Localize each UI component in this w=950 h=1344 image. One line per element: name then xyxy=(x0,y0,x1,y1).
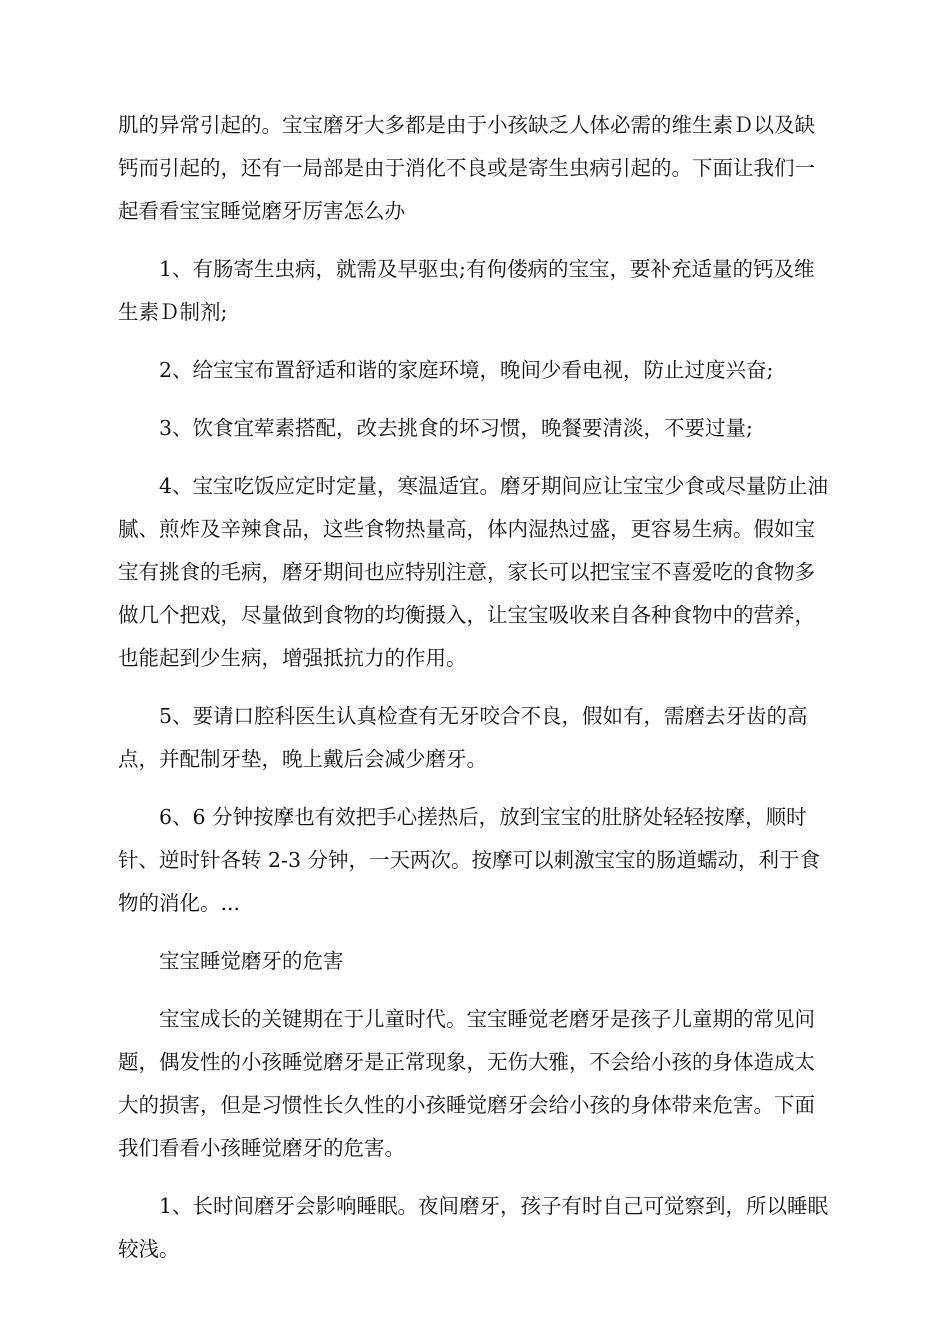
paragraph-harm-intro: 宝宝成长的关键期在于儿童时代。宝宝睡觉老磨牙是孩子儿童期的常见问题，偶发性的小孩睡觉磨牙是正常现象，无伤大雅，不会给小孩的身体造成太大的损害，但是习惯性长久性的小孩睡觉磨牙会给小孩的身体带来危害。下面我们看看小孩睡觉磨牙的危害。 xyxy=(118,1007,815,1160)
paragraph-remedy-5: 5、要请口腔科医生认真检查有无牙咬合不良，假如有，需磨去牙齿的高点，并配制牙垫，晚上戴后会减少磨牙。 xyxy=(118,704,808,771)
document-body xyxy=(118,104,834,1286)
section-heading: 宝宝睡觉磨牙的危害 xyxy=(159,949,344,973)
paragraph-remedy-3: 3、饮食宜荤素搭配，改去挑食的坏习惯，晚餐要清淡，不要过量; xyxy=(159,416,753,440)
paragraph-remedy-2: 2、给宝宝布置舒适和谐的家庭环境，晚间少看电视，防止过度兴奋; xyxy=(159,358,774,382)
paragraph-harm-1: 1、长时间磨牙会影响睡眠。夜间磨牙，孩子有时自己可觉察到，所以睡眠较浅。 xyxy=(118,1194,829,1261)
paragraph-remedy-4: 4、宝宝吃饭应定时定量，寒温适宜。磨牙期间应让宝宝少食或尽量防止油腻、煎炸及辛辣食品，这些食物热量高，体内湿热过盛，更容易生病。假如宝宝有挑食的毛病，磨牙期间也应特别注意，家长可以把宝宝不喜爱吃的食物多做几个把戏，尽量做到食物的均衡摄入，让宝宝吸收来自各种食物中的营养，也能起到少生病，增强抵抗力的作用。 xyxy=(118,474,829,670)
paragraph-remedy-6: 6、6 分钟按摩也有效把手心搓热后，放到宝宝的肚脐处轻轻按摩，顺时针、逆时针各转 2-3 分钟，一天两次。按摩可以刺激宝宝的肠道蠕动，利于食物的消化。... xyxy=(118,805,821,915)
paragraph-remedy-1: 1、有肠寄生虫病，就需及早驱虫;有佝偻病的宝宝，要补充适量的钙及维生素Ｄ制剂; xyxy=(118,257,815,324)
paragraph-intro-continued: 肌的异常引起的。宝宝磨牙大多都是由于小孩缺乏人体必需的维生素Ｄ以及缺钙而引起的，还有一局部是由于消化不良或是寄生虫病引起的。下面让我们一起看看宝宝睡觉磨牙厉害怎么办 xyxy=(118,113,815,223)
